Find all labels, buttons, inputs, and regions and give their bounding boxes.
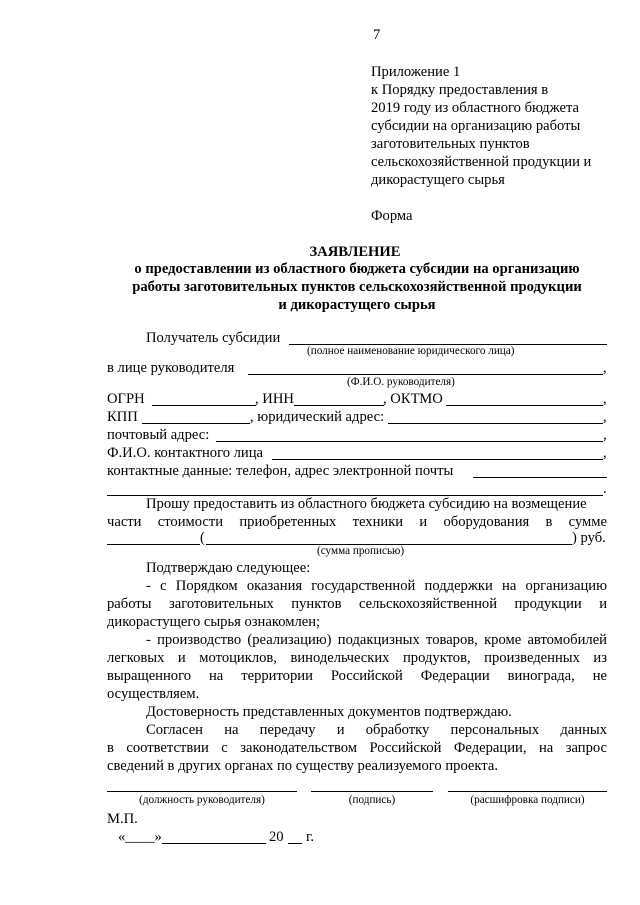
recipient-label: Получатель субсидии [146, 330, 281, 346]
consent-statement: сведений в других органах по существу реализуемого проекта. [107, 758, 498, 774]
oktmo-field[interactable] [446, 405, 603, 406]
postal-address-label: почтовый адрес: [107, 427, 210, 443]
seal-label: М.П. [107, 811, 138, 827]
date-month-field[interactable] [162, 843, 266, 844]
contact-person-label: Ф.И.О. контактного лица [107, 445, 264, 461]
amount-number-field[interactable] [107, 544, 200, 545]
currency-label: ) руб. [572, 530, 606, 546]
kpp-field[interactable] [142, 423, 250, 424]
recipient-hint: (полное наименование юридического лица) [307, 345, 515, 357]
appendix-line: Приложение 1 [371, 64, 461, 80]
comma: , [603, 427, 607, 443]
date-year-prefix: 20 [269, 829, 284, 845]
confirm-item: осуществляем. [107, 686, 200, 702]
comma: , [603, 391, 607, 407]
oktmo-label: , ОКТМО [383, 391, 443, 407]
inn-label: , ИНН [255, 391, 294, 407]
document-title: ЗАЯВЛЕНИЕ [309, 244, 401, 260]
ogrn-field[interactable] [152, 405, 256, 406]
appendix-line: 2019 году из областного бюджета [371, 100, 579, 116]
inn-field[interactable] [294, 405, 384, 406]
consent-statement: в соответствии с законодательством Российской Федерации, на запрос [107, 740, 607, 756]
confirm-intro: Подтверждаю следующее: [146, 560, 311, 576]
page-number: 7 [373, 27, 381, 43]
document-subtitle: о предоставлении из областного бюджета субсидии на организацию [134, 261, 580, 277]
date-year-field[interactable] [288, 843, 302, 844]
open-paren: ( [200, 530, 205, 546]
signature-hint: (подпись) [348, 794, 396, 806]
head-hint: (Ф.И.О. руководителя) [347, 376, 455, 388]
dot: . [603, 481, 607, 497]
legal-address-field[interactable] [388, 423, 603, 424]
signature-decoding-field[interactable] [448, 791, 607, 792]
amount-hint: (сумма прописью) [317, 545, 405, 557]
position-field[interactable] [107, 791, 297, 792]
date-suffix: г. [306, 829, 314, 845]
appendix-line: к Порядку предоставления в [371, 82, 549, 98]
ogrn-label: ОГРН [107, 391, 145, 407]
postal-address-field[interactable] [216, 441, 603, 442]
contact-data-label: контактные данные: телефон, адрес электронной почты [107, 463, 454, 479]
confirm-item: выращенного на территории Российской Федерации винограда, не [107, 668, 607, 684]
appendix-line: заготовительных пунктов [371, 136, 530, 152]
request-line: части стоимости приобретенных техники и оборудования в сумме [107, 514, 607, 530]
document-subtitle: работы заготовительных пунктов сельскохозяйственной продукции [132, 279, 582, 295]
contact-person-field[interactable] [272, 459, 603, 460]
decoding-hint: (расшифровка подписи) [470, 794, 585, 806]
date-day: «____» [118, 829, 162, 845]
appendix-line: дикорастущего сырья [371, 172, 505, 188]
position-hint: (должность руководителя) [139, 794, 265, 806]
head-label: в лице руководителя [107, 360, 235, 376]
kpp-label: КПП [107, 409, 138, 425]
confirm-item: - с Порядком оказания государственной поддержки на организацию [146, 578, 607, 594]
comma: , [603, 360, 607, 376]
head-field[interactable] [248, 374, 603, 375]
appendix-line: сельскохозяйственной продукции и [371, 154, 592, 170]
comma: , [603, 445, 607, 461]
form-label: Форма [371, 208, 413, 224]
confirm-item: дикорастущего сырья ознакомлен; [107, 614, 321, 630]
comma: , [603, 409, 607, 425]
consent-statement: Согласен на передачу и обработку персональных данных [146, 722, 607, 738]
confirm-item: - производство (реализацию) подакцизных товаров, кроме автомобилей [146, 632, 607, 648]
legal-address-label: , юридический адрес: [250, 409, 385, 425]
contact-data-field[interactable] [473, 477, 607, 478]
confirm-item: легковых и мотоциклов, винодельческих продуктов, произведенных из [107, 650, 607, 666]
signature-field[interactable] [311, 791, 433, 792]
request-line: Прошу предоставить из областного бюджета субсидию на возмещение [146, 496, 587, 512]
document-subtitle: и дикорастущего сырья [278, 297, 436, 313]
confirm-item: работы заготовительных пунктов сельскохозяйственной продукции и [107, 596, 607, 612]
appendix-line: субсидии на организацию работы [371, 118, 581, 134]
reliability-statement: Достоверность представленных документов подтверждаю. [146, 704, 512, 720]
